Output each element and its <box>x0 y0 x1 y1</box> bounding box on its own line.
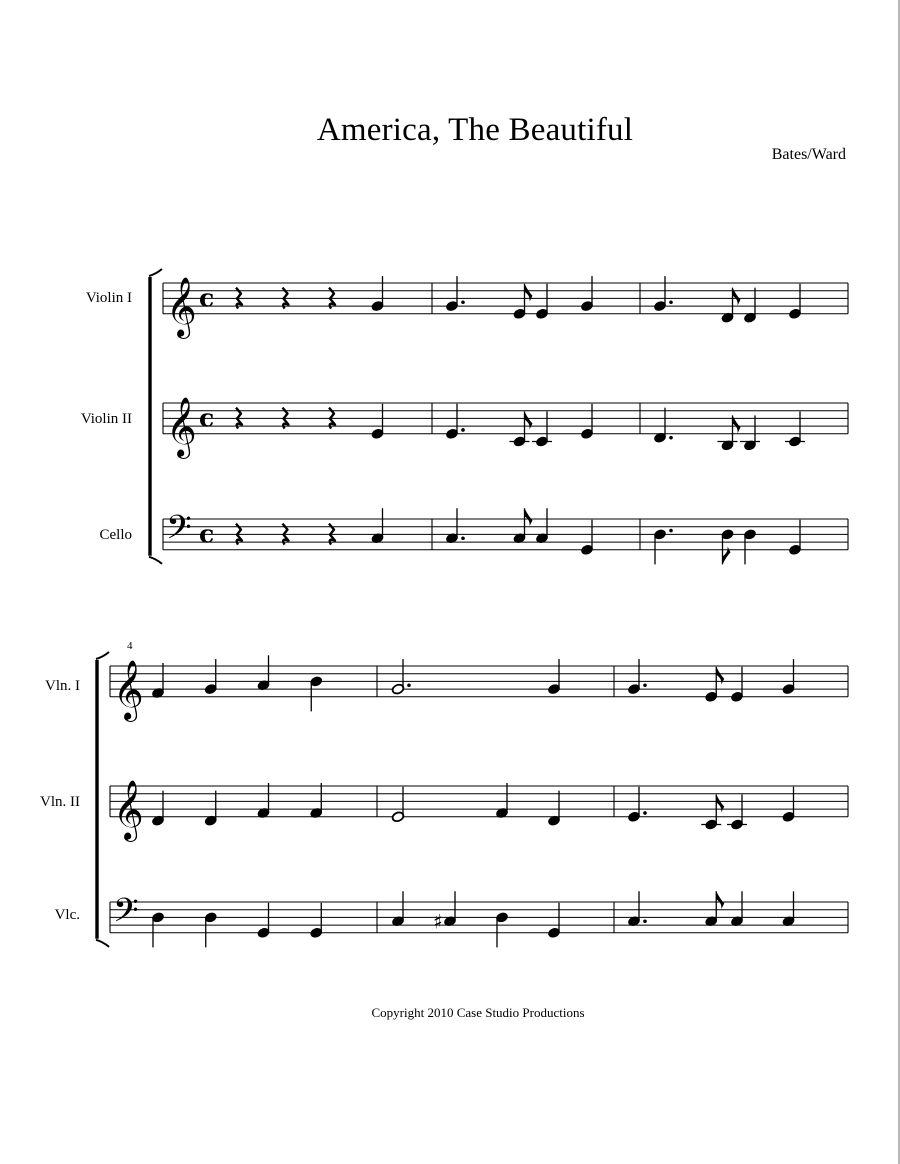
page-title: America, The Beautiful <box>316 112 634 148</box>
common-time-signature: c <box>199 283 215 313</box>
augmentation-dot <box>643 811 647 815</box>
augmentation-dot <box>669 436 673 440</box>
eighth-flag <box>716 891 724 909</box>
sharp-icon: ♯ <box>433 909 443 934</box>
staff-label-vlc: Vlc. <box>54 907 80 923</box>
treble-clef-icon: 𝄞 <box>113 779 144 840</box>
eighth-flag <box>716 795 724 813</box>
staff-label-violin-2: Violin II <box>80 411 132 427</box>
treble-clef-icon: 𝄞 <box>166 276 197 337</box>
eighth-flag <box>525 284 533 302</box>
augmentation-dot <box>669 300 673 304</box>
bass-clef-icon: 𝄢 <box>113 892 139 939</box>
bracket-bottom-hook <box>149 557 162 564</box>
staff-label-violin-1: Violin I <box>85 290 132 306</box>
treble-clef-icon: 𝄞 <box>166 396 197 457</box>
augmentation-dot <box>461 428 465 432</box>
augmentation-dot <box>669 529 673 533</box>
staff-label-vln-1: Vln. I <box>45 678 80 694</box>
augmentation-dot <box>643 919 647 923</box>
treble-clef-icon: 𝄞 <box>113 659 144 720</box>
measure-number: 4 <box>127 640 133 652</box>
augmentation-dot <box>461 536 465 540</box>
common-time-signature: c <box>199 519 215 549</box>
eighth-flag <box>723 546 731 564</box>
eighth-flag <box>525 508 533 526</box>
bracket-top-hook <box>149 269 162 276</box>
common-time-signature: c <box>199 403 215 433</box>
eighth-flag <box>525 412 533 430</box>
staff-label-cello: Cello <box>99 527 132 543</box>
composer-credit: Bates/Ward <box>771 146 846 163</box>
bracket-top-hook <box>96 652 109 659</box>
staff-label-vln-2: Vln. II <box>40 794 80 810</box>
bass-clef-icon: 𝄢 <box>166 509 192 556</box>
eighth-flag <box>716 667 724 685</box>
bracket-bottom-hook <box>96 940 109 947</box>
augmentation-dot <box>643 683 647 687</box>
augmentation-dot <box>407 683 411 687</box>
copyright-notice: Copyright 2010 Case Studio Productions <box>371 1005 585 1020</box>
augmentation-dot <box>461 300 465 304</box>
